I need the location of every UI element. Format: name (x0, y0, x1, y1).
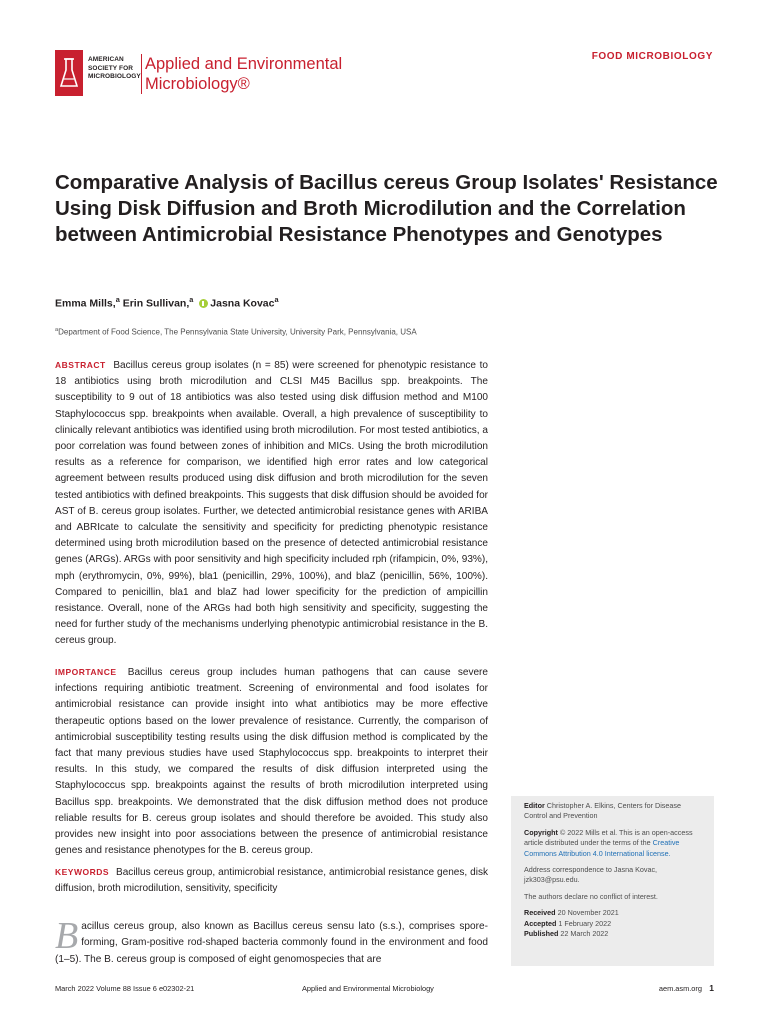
keywords-label: KEYWORDS (55, 867, 110, 877)
intro-text: acillus cereus group, also known as Bacillus cereus sensu lato (s.s.), comprises spore-forming, Gram-positive rod-shaped bacteria commonly found in the environment and food (1–5). The B. cereus group is composed of eight genomospecies that are (55, 921, 488, 965)
published-date: Published 22 March 2022 (524, 929, 609, 939)
introduction (55, 915, 488, 968)
journal-name: Applied and Environmental Microbiology® (145, 55, 343, 93)
orcid-icon[interactable] (199, 299, 208, 308)
importance (55, 664, 488, 859)
logo-divider (141, 54, 142, 94)
society-name: AMERICAN SOCIETY FOR MICROBIOLOGY (88, 56, 141, 80)
license-link[interactable]: Creative Commons Attribution 4.0 International license. (524, 838, 680, 858)
importance-text: Bacillus cereus group includes human pathogens that can cause severe infections requiring antibiotic treatment. Screening of environmental and food isolates for antimicrobial resistance can provide insight into what antibiotics may be more effective therapeutic options based on the lower prevalence of resistance. Currently, the comparison of antimicrobial susceptibility testing results using the disk diffusion method is complicated by the fact that many previous studies have used Staphylococcus spp. breakpoints to interpret their results. In this study, we compared the results of disk diffusion interpreted using the Staphylococcus spp. breakpoints against the results of broth microdilution interpreted using Bacillus spp. breakpoints. We demonstrated that the disk diffusion method does not produce reliable results for B. cereus group isolates and should therefore be avoided. This study also provides new insight into poor associations between the presence of antimicrobial resistance genes and resistance phenotypes for the B. cereus group. (55, 667, 488, 857)
journal-website-link[interactable]: aem.asm.org (658, 984, 702, 993)
abstract-text: Bacillus cereus group isolates (n = 85) were screened for phenotypic resistance to 18 antibiotics using broth microdilution and CLSI M45 Bacillus spp. breakpoints. The susceptibility to 9 out of 18 antibiotics was also tested using disk diffusion method and M100 Staphylococcus spp. breakpoints when available. Overall, a high prevalence of susceptibility to clinically relevant antibiotics was identified using broth microdilution. For most tested antibiotics, a poor correlation was found between zones of inhibition and MICs. Using the broth microdilution results as a reference for comparison, we identified high error rates and low categorical agreement between results produced using disk diffusion and broth microdilution for the seven tested antibiotics with defined breakpoints. This suggests that disk diffusion should be avoided for AST of B. cereus group isolates. Further, we detected antimicrobial resistance genes with ARIBA and ABRIcate to calculate the sensitivity and specificity for predicting phenotypic resistance determined using broth microdilution based on the presence of detected antimicrobial resistance genes (ARGs). ARGs with poor sensitivity and high specificity included rph (rifampicin, 0%, 93%), mph (erythromycin, 0%, 99%), bla1 (penicillin, 29%, 100%), and blaZ (penicillin, 56%, 100%). Compared to penicillin, bla1 and blaZ had lower specificity for the prediction of ampicillin resistance. Overall, none of the ARGs had both high sensitivity and specificity, suggesting the need for further study of the mechanisms underlying phenotypic antimicrobial resistance in the B. cereus group. (55, 360, 489, 647)
author-name[interactable]: Emma Mills, (55, 297, 116, 310)
editor-info: Editor Christopher A. Elkins, Centers for Disease Control and Prevention (524, 801, 681, 821)
footer-journal: Applied and Environmental Microbiology (302, 984, 434, 993)
importance-label: IMPORTANCE (55, 667, 117, 677)
copyright-info: Copyright © 2022 Mills et al. This is an open-access article distributed under the terms of the Creative Commons Attribution 4.0 International license. (524, 827, 693, 858)
issue-info: March 2022 Volume 88 Issue 6 e02302-21 (55, 984, 195, 993)
keywords-text: Bacillus cereus group, antimicrobial resistance, antimicrobial resistance genes, disk diffusion, broth microdilution, sensitivity, specificity (55, 867, 488, 895)
journal-logo[interactable] (55, 50, 355, 98)
page-number: 1 (709, 983, 714, 993)
drop-cap: B (55, 915, 79, 957)
author-name[interactable]: Erin Sullivan, (122, 297, 190, 310)
keywords (55, 864, 488, 897)
conflict-statement: The authors declare no conflict of interest. (524, 891, 658, 901)
affiliation: $^a$Department of Food Science, The Pennsylvania State University, University Park, Pennsylvania, USA (55, 327, 417, 337)
article-info-sidebar (511, 796, 714, 966)
article-title: Comparative Analysis of Bacillus cereus Group Isolates' Resistance Using Disk Diffusion and Broth Microdilution and the Correlation between Antimicrobial Resistance Phenotypes and Genotypes (55, 171, 718, 246)
author-list: Emma Mills,$^a$ Erin Sullivan,$^a$ Jasna Kovac$^a$ (55, 295, 279, 310)
received-date: Received 20 November 2021 (524, 908, 619, 918)
abstract (55, 357, 488, 650)
asm-flask-logo (55, 50, 83, 96)
author-name[interactable]: Jasna Kovac (210, 297, 275, 310)
section-label: FOOD MICROBIOLOGY (591, 51, 713, 62)
abstract-label: ABSTRACT (55, 360, 106, 370)
correspondence: Address correspondence to Jasna Kovac, jzk303@psu.edu. (524, 865, 658, 885)
accepted-date: Accepted 1 February 2022 (524, 918, 612, 928)
flask-icon (59, 56, 79, 90)
